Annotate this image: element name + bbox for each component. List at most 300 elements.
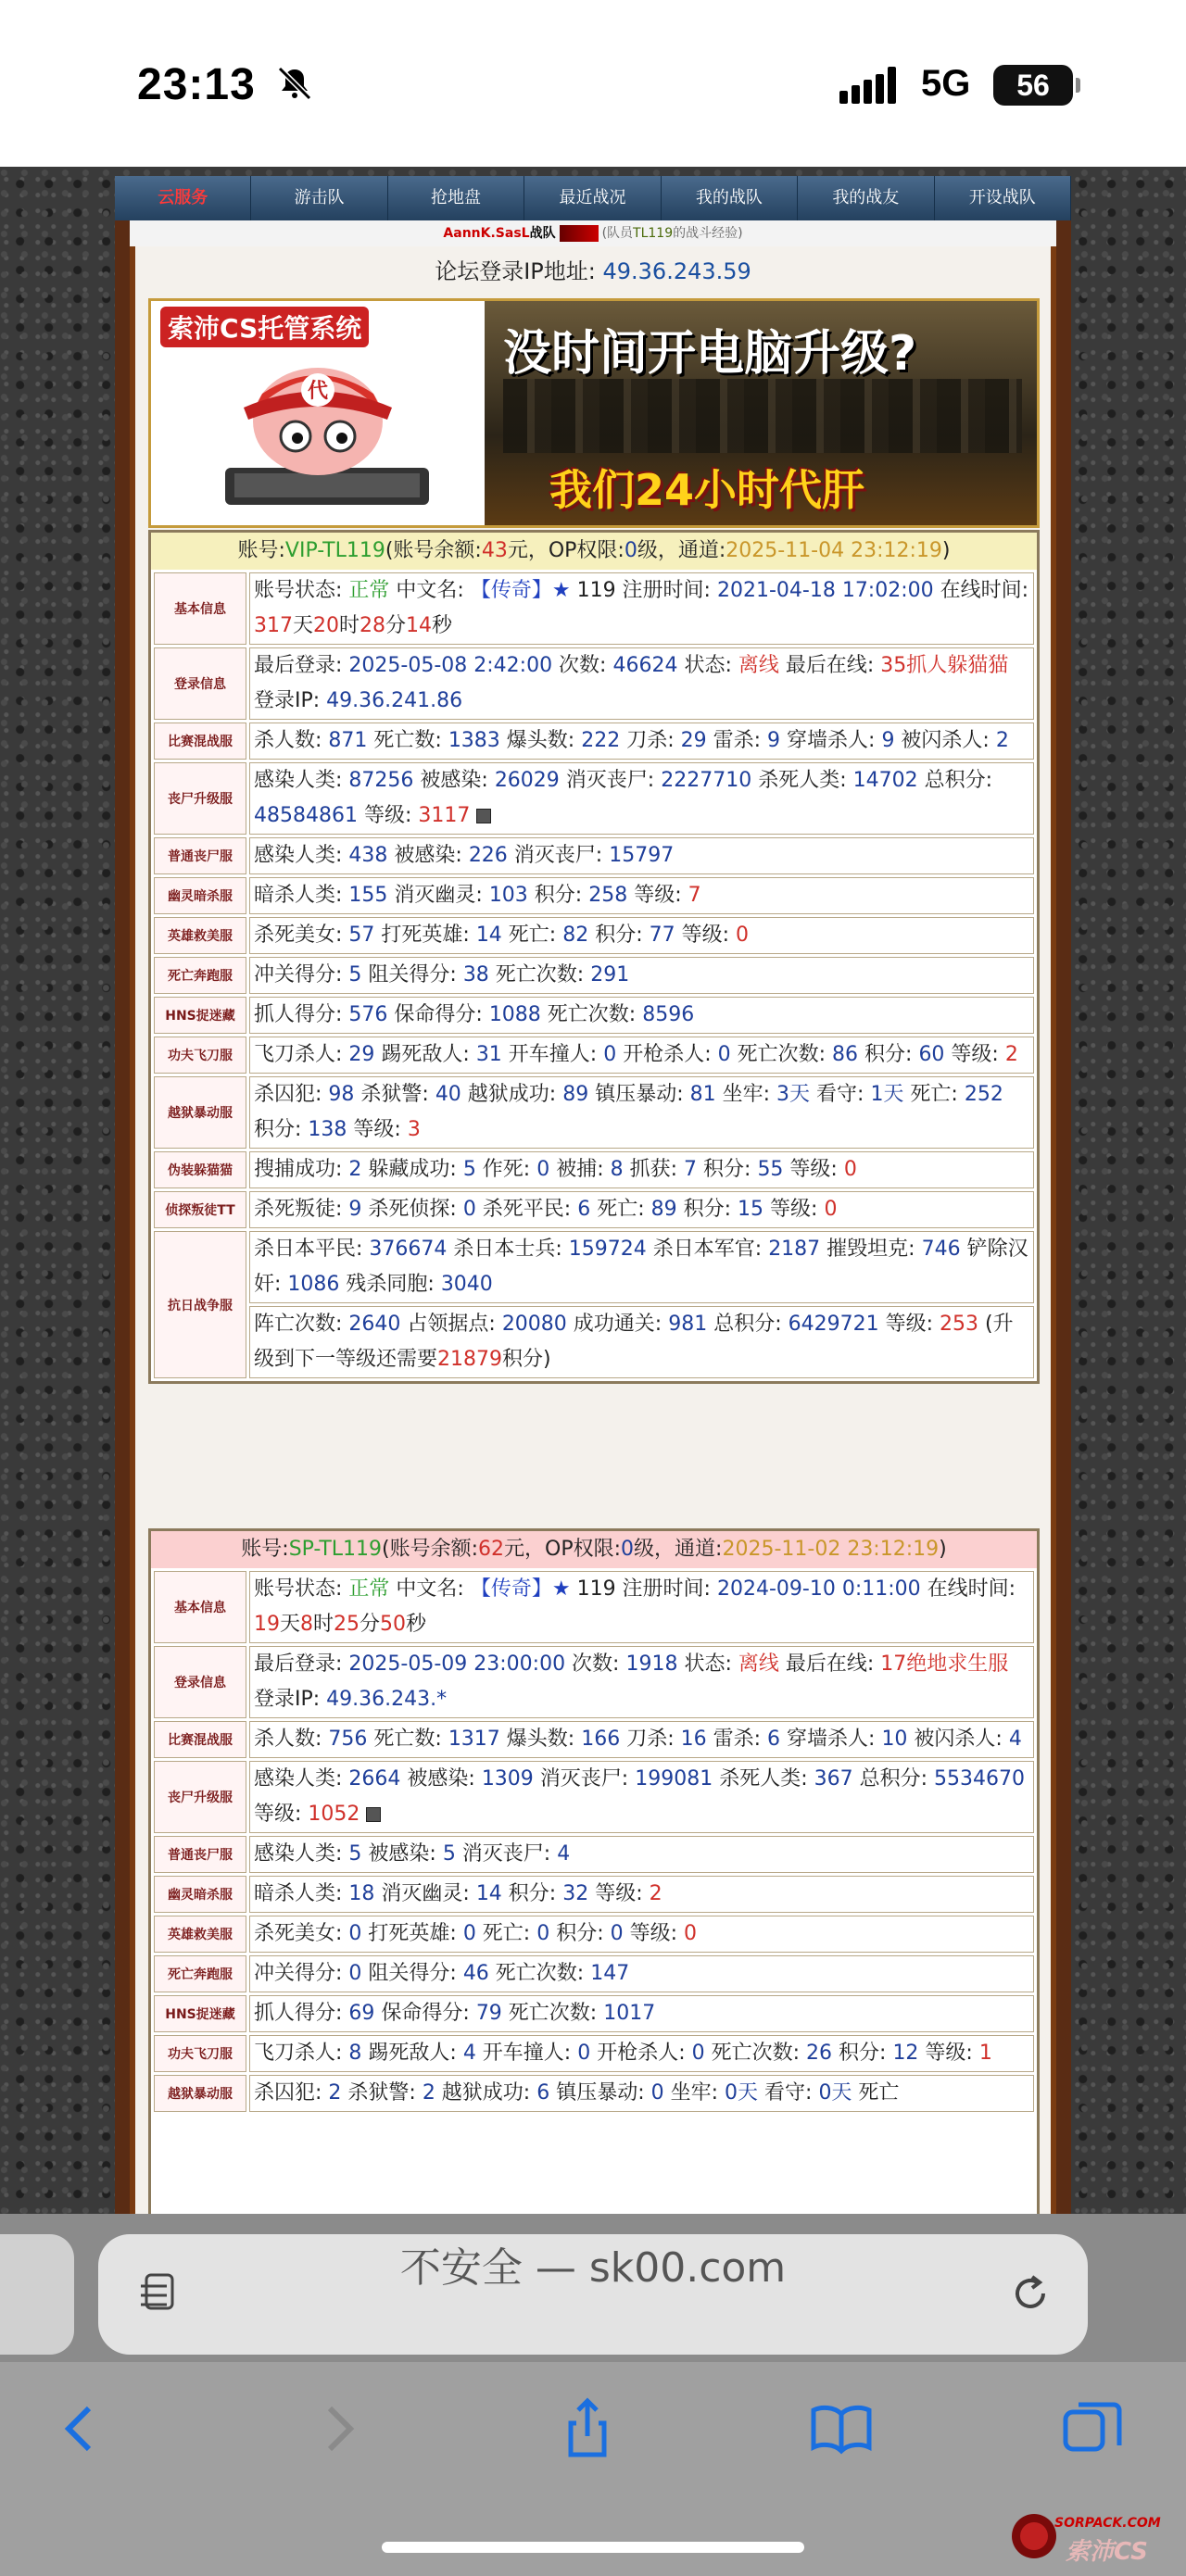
balance: 62	[478, 1538, 505, 1561]
stat-text: 871	[328, 729, 368, 752]
stat-text: 被闪杀人:	[907, 1728, 1009, 1751]
stat-text: 雷杀:	[706, 1728, 768, 1751]
stat-text: 29	[680, 729, 707, 752]
stat-text: 杀死侦探:	[361, 1198, 463, 1221]
stat-text: 积分:	[527, 884, 589, 907]
stat-text: 账号状态:	[254, 1577, 349, 1601]
stat-text: 159724	[568, 1238, 647, 1261]
back-icon[interactable]	[46, 2395, 113, 2462]
stat-text: 爆头数:	[499, 1728, 582, 1751]
stat-text: 89	[650, 1198, 677, 1221]
stat-label: HNS捉迷藏	[154, 997, 246, 1034]
stat-label: 丧尸升级服	[154, 762, 246, 835]
stat-text: 2025-05-08 2:42:00	[348, 654, 553, 677]
stat-text: 14	[475, 924, 502, 947]
stat-text: 总积分:	[852, 1767, 935, 1791]
banner-left	[151, 301, 485, 525]
stat-text: 杀死人类:	[751, 769, 853, 792]
stat-text: 杀日本士兵:	[447, 1238, 569, 1261]
balance: 43	[481, 539, 508, 562]
stat-text: 冲关得分:	[254, 1962, 349, 1985]
stat-row	[154, 837, 1034, 874]
stat-row	[154, 1191, 1034, 1228]
stat-text: 积分:	[549, 1922, 611, 1945]
stat-text: ★	[551, 1577, 571, 1601]
stat-row	[154, 1761, 1034, 1833]
stat-text: 登录IP:	[254, 1688, 327, 1711]
stat-text: 死亡次数:	[730, 1043, 833, 1066]
stat-text: 1017	[603, 2002, 656, 2025]
stat-text: 82	[562, 924, 589, 947]
stat-text: 4	[1008, 1728, 1022, 1751]
stat-text: 穿墙杀人:	[780, 1728, 882, 1751]
stat-text: 死亡数:	[367, 1728, 448, 1751]
stat-text: 46	[462, 1962, 489, 1985]
stat-row	[154, 997, 1034, 1034]
rank-icon	[476, 809, 491, 823]
stat-text: 40	[435, 1083, 461, 1106]
stat-text: 时	[313, 1613, 334, 1636]
stat-text: 1309	[481, 1767, 534, 1791]
stat-text: 积分)	[502, 1348, 551, 1371]
nav-item-territory[interactable]: 抢地盘	[388, 176, 524, 220]
tabs-icon[interactable]	[1060, 2395, 1127, 2462]
stat-text: 10	[881, 1728, 908, 1751]
stat-text: 103	[488, 884, 528, 907]
stats-table	[151, 570, 1037, 1381]
stat-row	[154, 1955, 1034, 1992]
stat-text: 1086	[287, 1273, 340, 1296]
stat-text: 镇压暴动:	[588, 1083, 690, 1106]
stat-text: 0	[610, 1922, 624, 1945]
stat-text: 746	[921, 1238, 961, 1261]
stat-text: 死亡数:	[367, 729, 448, 752]
stat-text: 暗杀人类:	[254, 884, 349, 907]
stat-text: 2024-09-10 0:11:00	[716, 1577, 921, 1601]
stat-value	[249, 1876, 1034, 1913]
stat-text: 0	[717, 1043, 731, 1066]
stat-text: 杀人数:	[254, 729, 329, 752]
nav-item-guerrilla[interactable]: 游击队	[251, 176, 387, 220]
stat-text: 2	[422, 2081, 435, 2105]
stat-text: 等级:	[254, 1803, 309, 1826]
stat-text: 0天	[725, 2081, 759, 2105]
previous-tab-preview[interactable]	[0, 2234, 74, 2355]
stat-text: 消灭丧尸:	[455, 1842, 558, 1866]
stat-text	[470, 804, 476, 827]
stat-text: 981	[668, 1313, 708, 1336]
stat-value	[249, 837, 1034, 874]
stat-text: 镇压暴动:	[549, 2081, 651, 2105]
stat-text: 被捕:	[549, 1158, 611, 1181]
stat-text: 199081	[635, 1767, 713, 1791]
stat-row	[154, 1231, 1034, 1303]
account-block-1	[148, 530, 1040, 1384]
stat-text: 时	[339, 614, 360, 637]
stat-row	[154, 877, 1034, 914]
stat-value	[249, 1191, 1034, 1228]
stat-row	[154, 1836, 1034, 1873]
stat-label: 登录信息	[154, 647, 246, 720]
stat-text: 总积分:	[917, 769, 993, 792]
stat-text: 阵亡次数:	[254, 1313, 349, 1336]
stat-text: 穿墙杀人:	[780, 729, 882, 752]
stat-text: 98	[328, 1083, 355, 1106]
stat-text: 17绝地求生服	[880, 1652, 1009, 1676]
stat-label: 幽灵暗杀服	[154, 1876, 246, 1913]
stat-text: 中文名:	[389, 579, 471, 602]
account-id: SP-TL119	[288, 1538, 383, 1561]
stat-text: 438	[348, 844, 388, 867]
stat-text: 5	[348, 963, 362, 986]
stat-text: 32	[562, 1882, 589, 1905]
stat-label: HNS捉迷藏	[154, 1995, 246, 2032]
forward-icon[interactable]	[306, 2395, 372, 2462]
stat-text: 0	[650, 2081, 664, 2105]
stat-text: 6	[577, 1198, 591, 1221]
status-bar	[0, 0, 1186, 167]
stat-text: 2	[649, 1882, 662, 1905]
stat-text: 0	[684, 1922, 698, 1945]
nav-item-my-friends[interactable]: 我的战友	[798, 176, 934, 220]
banner-brand: 索沛CS托管系统	[160, 307, 369, 347]
stat-text: 总积分:	[707, 1313, 789, 1336]
stat-text: 1088	[488, 1003, 541, 1026]
stat-text: 4	[462, 2042, 476, 2065]
stat-value	[249, 1076, 1034, 1149]
stat-text: 离线	[738, 654, 779, 677]
stat-label: 英雄救美服	[154, 917, 246, 954]
stat-text: 9	[767, 729, 781, 752]
stat-row	[154, 762, 1034, 835]
stat-value	[249, 957, 1034, 994]
stat-text: 8	[300, 1613, 314, 1636]
stat-value	[249, 1721, 1034, 1758]
stat-text: 等级:	[357, 804, 419, 827]
stat-text: 14	[406, 614, 433, 637]
stat-text: 2664	[348, 1767, 401, 1791]
stat-text: 3天	[776, 1083, 811, 1106]
stat-text: 爆头数:	[499, 729, 582, 752]
stat-text: 89	[562, 1083, 589, 1106]
nav-item-my-team[interactable]: 我的战队	[662, 176, 798, 220]
stat-text: 消灭丧尸:	[533, 1767, 636, 1791]
stat-text: 2187	[768, 1238, 821, 1261]
stat-text: 积分:	[501, 1882, 563, 1905]
stat-value	[249, 1761, 1034, 1833]
stat-text: 138	[308, 1118, 347, 1141]
stat-row	[154, 1646, 1034, 1718]
stat-text: 20080	[501, 1313, 567, 1336]
stat-text: 0	[577, 2042, 591, 2065]
stat-label: 登录信息	[154, 1646, 246, 1718]
stat-text: 166	[581, 1728, 621, 1751]
stat-text: 0	[843, 1158, 857, 1181]
stat-text: 抓人得分:	[254, 2002, 349, 2025]
stat-text: 躲藏成功:	[361, 1158, 463, 1181]
stat-text: 【传奇】	[470, 1577, 552, 1601]
stat-text: 积分:	[254, 1118, 309, 1141]
nav-item-cloud[interactable]: 云服务	[115, 176, 251, 220]
clock: 23:13	[137, 60, 256, 109]
banner-slogan: 我们24小时代肝	[549, 465, 865, 515]
stat-row	[154, 2035, 1034, 2072]
stat-text: 在线时间:	[920, 1577, 1016, 1601]
stat-text: 铲除汉奸:	[254, 1238, 1028, 1296]
stat-text: 杀死平民:	[475, 1198, 578, 1221]
stat-text: 飞刀杀人:	[254, 1043, 349, 1066]
reload-icon[interactable]	[1006, 2269, 1054, 2318]
stat-text: 14702	[852, 769, 918, 792]
stat-row	[154, 1306, 1034, 1378]
stat-row	[154, 1151, 1034, 1188]
stat-text: 打死英雄:	[361, 1922, 463, 1945]
stat-text: 分	[360, 1613, 381, 1636]
channel-time: 2025-11-02 23:12:19	[722, 1538, 940, 1561]
stat-text: 29	[348, 1043, 375, 1066]
stat-row	[154, 1876, 1034, 1913]
stat-text: 雷杀:	[706, 729, 768, 752]
stat-value	[249, 997, 1034, 1034]
stat-text: 2025-05-09 23:00:00	[348, 1652, 566, 1676]
stat-label: 越狱暴动服	[154, 2075, 246, 2112]
stat-text: 226	[468, 844, 508, 867]
stat-row	[154, 1571, 1034, 1643]
network-type: 5G	[921, 63, 971, 104]
stat-text: 25	[334, 1613, 360, 1636]
stat-row	[154, 917, 1034, 954]
team-bar	[130, 220, 1056, 246]
stat-text: 2021-04-18 17:02:00	[716, 579, 934, 602]
stat-label: 死亡奔跑服	[154, 1955, 246, 1992]
stat-text: 0天	[818, 2081, 852, 2105]
stat-text: 8596	[642, 1003, 695, 1026]
stat-text: 越狱成功:	[435, 2081, 537, 2105]
stat-text: 保命得分:	[374, 2002, 476, 2025]
stat-text: 2	[328, 2081, 342, 2105]
stat-text: 119 注册时间:	[570, 579, 717, 602]
stat-text: 19	[254, 1613, 280, 1636]
stat-text: 376674	[369, 1238, 448, 1261]
ad-banner[interactable]	[148, 298, 1040, 528]
stat-row	[154, 1037, 1034, 1074]
stat-text: 0	[462, 1922, 476, 1945]
stat-text: 5	[348, 1842, 362, 1866]
stat-text: 21879	[437, 1348, 503, 1371]
stat-text: 9	[348, 1198, 362, 1221]
stat-row	[154, 647, 1034, 720]
stat-text: 0	[603, 1043, 617, 1066]
team-name[interactable]: AannK.SasL	[443, 226, 530, 241]
stat-text: 367	[814, 1767, 853, 1791]
stat-row	[154, 2075, 1034, 2112]
stat-text: 6	[767, 1728, 781, 1751]
stat-text: 正常	[348, 1577, 390, 1601]
stat-text: 积分:	[858, 1043, 919, 1066]
stat-text: 次数:	[552, 654, 613, 677]
stat-text: 等级:	[588, 1882, 650, 1905]
stat-text: 占领据点:	[400, 1313, 502, 1336]
nav-item-create-team[interactable]: 开设战队	[935, 176, 1071, 220]
stat-text: 飞刀杀人:	[254, 2042, 349, 2065]
stat-text: ★	[551, 579, 571, 602]
stat-text: 最后登录:	[254, 654, 349, 677]
stat-text: 等级:	[918, 2042, 979, 2065]
banner-soldiers	[503, 379, 1022, 453]
ip-label: 论坛登录IP地址:	[435, 258, 596, 284]
stat-text: 杀狱警:	[341, 2081, 423, 2105]
stat-text: 756	[328, 1728, 368, 1751]
stat-text: 被感染:	[387, 844, 469, 867]
stat-text: 最后登录:	[254, 1652, 349, 1676]
watermark-brand: 索沛CS	[1066, 2538, 1148, 2566]
stat-label: 比赛混战服	[154, 723, 246, 760]
stat-label: 丧尸升级服	[154, 1761, 246, 1833]
stat-text: 打死英雄:	[374, 924, 476, 947]
stat-text: 消灭丧尸:	[559, 769, 662, 792]
stat-text: 81	[689, 1083, 716, 1106]
stat-text: 9	[881, 729, 895, 752]
stat-text: 119 注册时间:	[570, 1577, 717, 1601]
stat-text: 6429721	[788, 1313, 879, 1336]
stat-value	[249, 1836, 1034, 1873]
stat-text: 刀杀:	[620, 1728, 681, 1751]
share-icon[interactable]	[554, 2395, 621, 2462]
stat-text: 31	[475, 1043, 502, 1066]
stat-text: 57	[348, 924, 375, 947]
stat-text: 天	[280, 1613, 301, 1636]
stat-text: 1918	[625, 1652, 678, 1676]
stat-text: 0	[348, 1962, 362, 1985]
stat-text: 7	[688, 884, 701, 907]
stat-text: 等级:	[763, 1198, 825, 1221]
stat-text: 28	[360, 614, 386, 637]
stat-text: 死亡:	[501, 924, 563, 947]
stat-row	[154, 1721, 1034, 1758]
stat-value	[249, 1571, 1034, 1643]
stat-text: 暗杀人类:	[254, 1882, 349, 1905]
stat-text: 积分:	[832, 2042, 893, 2065]
stat-text: 18	[348, 1882, 375, 1905]
nav-item-recent-battles[interactable]: 最近战况	[524, 176, 661, 220]
stat-text: 消灭幽灵:	[374, 1882, 476, 1905]
stat-text: 8	[348, 2042, 362, 2065]
stat-text: 14	[475, 1882, 502, 1905]
stat-text: 天	[293, 614, 314, 637]
stat-text: 0	[536, 1922, 550, 1945]
stat-row	[154, 1995, 1034, 2032]
stat-label: 侦探叛徒TT	[154, 1191, 246, 1228]
stat-text: 222	[581, 729, 621, 752]
bell-slash-icon	[276, 65, 313, 102]
stat-text: 38	[462, 963, 489, 986]
stat-text: 等级:	[783, 1158, 844, 1181]
stat-text: 开车撞人:	[501, 1043, 604, 1066]
stat-text: 60	[918, 1043, 945, 1066]
stat-text: 0	[536, 1158, 550, 1181]
stat-text: 看守:	[758, 2081, 819, 2105]
stat-text: 死亡:	[590, 1198, 651, 1221]
stat-text: 消灭丧尸:	[507, 844, 610, 867]
stat-value	[249, 2035, 1034, 2072]
stat-value	[249, 723, 1034, 760]
stat-text: 等级:	[347, 1118, 408, 1141]
address-bar[interactable]	[98, 2234, 1088, 2355]
stat-text: 残杀同胞:	[339, 1273, 441, 1296]
stat-text: 杀日本平民:	[254, 1238, 370, 1261]
stat-text: 搜捕成功:	[254, 1158, 349, 1181]
stat-text: 秒	[406, 1613, 427, 1636]
team-suffix: 战队	[529, 226, 556, 241]
stat-text: 正常	[348, 579, 390, 602]
stat-text: 分	[385, 614, 407, 637]
stat-text: 登录IP:	[254, 689, 327, 712]
stat-text: 0	[348, 1922, 362, 1945]
stat-text: 2	[348, 1158, 362, 1181]
url-text[interactable]: 不安全 — sk00.com	[399, 2244, 787, 2292]
mascot-badge: 代	[307, 380, 329, 403]
stat-value	[249, 1306, 1034, 1378]
stat-value	[249, 1916, 1034, 1953]
stat-text: 杀囚犯:	[254, 2081, 329, 2105]
banner-right	[485, 301, 1037, 525]
stat-text: 16	[680, 1728, 707, 1751]
stats-table	[151, 1568, 1037, 2115]
stat-text: 48584861	[254, 804, 358, 827]
stat-text: 69	[348, 2002, 375, 2025]
channel-time: 2025-11-04 23:12:19	[725, 539, 942, 562]
stat-text: 79	[475, 2002, 502, 2025]
stat-text: 账号状态:	[254, 579, 349, 602]
watermark-site: SORPACK.COM	[1054, 2516, 1161, 2531]
stat-text: 20	[313, 614, 340, 637]
stat-label: 比赛混战服	[154, 1721, 246, 1758]
stat-text: 0	[691, 2042, 705, 2065]
stat-text: 积分:	[697, 1158, 758, 1181]
stat-text: 中文名:	[389, 1577, 471, 1601]
stat-text: 开枪杀人:	[590, 2042, 692, 2065]
stat-text: 3117	[418, 804, 471, 827]
stat-value	[249, 1955, 1034, 1992]
stat-text: 5	[442, 1842, 456, 1866]
stat-value	[249, 917, 1034, 954]
stat-text: 杀死叛徒:	[254, 1198, 349, 1221]
stat-text: 死亡次数:	[488, 963, 591, 986]
stat-text: 阻关得分:	[361, 1962, 463, 1985]
stat-text: 阻关得分:	[361, 963, 463, 986]
stat-label: 英雄救美服	[154, 1916, 246, 1953]
stat-text: 7	[684, 1158, 698, 1181]
stat-value	[249, 1231, 1034, 1303]
forum-ip-line	[130, 250, 1056, 293]
stat-value	[249, 1995, 1034, 2032]
stat-text: 踢死敌人:	[361, 2042, 463, 2065]
rank-icon	[366, 1807, 381, 1822]
stat-text: 感染人类:	[254, 769, 349, 792]
stat-value	[249, 762, 1034, 835]
reader-icon[interactable]	[139, 2271, 180, 2318]
stat-text: 317	[254, 614, 293, 637]
stat-text: 4	[557, 1842, 571, 1866]
bookmarks-icon[interactable]	[808, 2395, 875, 2462]
stat-text: 147	[590, 1962, 630, 1985]
stat-text: 0	[462, 1198, 476, 1221]
stat-value	[249, 1151, 1034, 1188]
stat-text: 死亡次数:	[540, 1003, 643, 1026]
stat-text: 保命得分:	[387, 1003, 489, 1026]
stat-text: 87256	[348, 769, 414, 792]
stat-text: 最后在线:	[778, 654, 881, 677]
